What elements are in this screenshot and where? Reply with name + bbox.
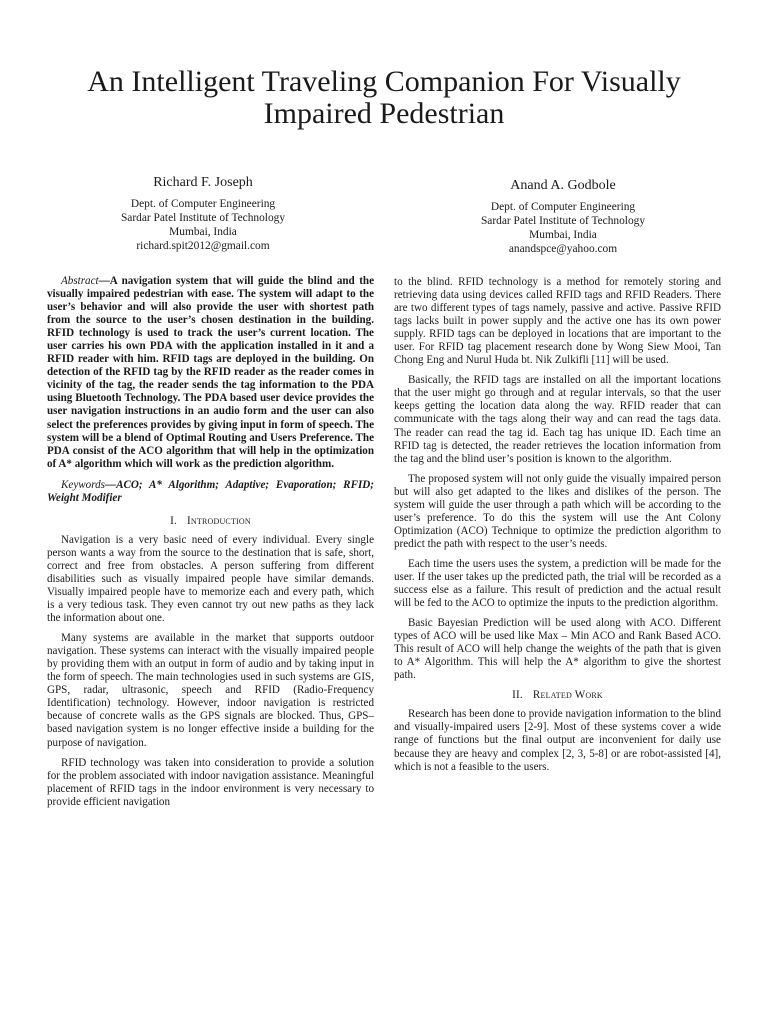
abstract-lead: Abstract bbox=[61, 275, 99, 287]
author-city: Mumbai, India bbox=[169, 226, 237, 238]
author-name: Anand A. Godbole bbox=[510, 178, 616, 193]
author-email: anandspce@yahoo.com bbox=[508, 243, 618, 255]
abstract-text: —A navigation system that will guide the blind and the visually impaired pedestrian with ease. The system will adapt to the user’s behavior and will also provide the user with shortest path from the source to the user’s chosen destination in the building. RFID technology is used to track the user’s current location. The user carries his own PDA with the application installed in it and a RFID reader with him. RFID tags are deployed in the building. On detection of the RFID tag by the RFID reader as the reader comes in vicinity of the tag, the reader sends the tag information to the PDA using Bluetooth Technology. The PDA based user device provides the user navigation instructions in an audio form and the user can also select the preferences provides by giving input in form of speech. The system will be a blend of Optimal Routing and Users Preference. The PDA consist of the ACO algorithm that will help in the optimization of A* algorithm which will work as the prediction algorithm. bbox=[47, 275, 374, 470]
author-institute: Sardar Patel Institute of Technology bbox=[120, 212, 286, 224]
body-paragraph: Basic Bayesian Prediction will be used along with ACO. Different types of ACO will be used like Max – Min ACO and Rank Based ACO. This result of ACO will help change the weights of the path that is given to A* Algorithm. This will help the A* algorithm to give the shortest path. bbox=[394, 617, 721, 682]
author-email: richard.spit2012@gmail.com bbox=[136, 240, 270, 252]
section-number: II. bbox=[512, 689, 523, 702]
author-institute: Sardar Patel Institute of Technology bbox=[480, 215, 646, 227]
paper-title: An Intelligent Traveling Companion For Visually Impaired Pedestrian bbox=[87, 65, 681, 130]
author-block-2 bbox=[438, 177, 688, 256]
keywords-lead: Keywords bbox=[61, 478, 105, 491]
body-paragraph: RFID technology was taken into consideration to provide a solution for the problem associated with indoor navigation assistance. Meaningful placement of RFID tags in the indoor environment is very necessary to provide efficient navigation bbox=[47, 756, 374, 808]
section-title: Introduction bbox=[187, 514, 251, 527]
body-paragraph: Each time the users uses the system, a prediction will be made for the user. If the user takes up the predicted path, the trial will be recorded as a success else as a failure. This result of prediction and the actual result will be fed to the ACO to optimize the inputs to the prediction algorithm. bbox=[394, 557, 721, 610]
body-paragraph: The proposed system will not only guide the visually impaired person but will also get adapted to the likes and dislikes of the person. The system will guide the user through a path which will be according to the user’s preference. To do this the system will use the Ant Colony Optimization (ACO) Technique to optimize the prediction algorithm to predict the path with respect to the user’s needs. bbox=[394, 472, 721, 550]
left-column bbox=[47, 275, 374, 816]
body-paragraph: Many systems are available in the market that supports outdoor navigation. These systems can interact with the visually impaired people by providing them with an output in form of audio and by taking input in the form of speech. The main technologies used in such systems are GIS, GPS, radar, ultrasonic, speech and RFID (Radio-Frequency Identification) technology. However, indoor navigation is restricted because of concrete walls as the GPS signals are blocked. Thus, GPS–based navigation system is no longer effective inside a building for the purpose of navigation. bbox=[47, 632, 374, 749]
author-dept: Dept. of Computer Engineering bbox=[130, 198, 276, 210]
section-number: I. bbox=[170, 514, 177, 527]
body-paragraph: Research has been done to provide navigation information to the blind and visually-impaired users [2-9]. Most of these systems cover a wide range of functions but the final output are inconvenient for daily use because they are heavy and complex [2, 3, 5-8] or are robot-assisted [4], which is not a feasible to the users. bbox=[394, 708, 721, 773]
abstract-paragraph bbox=[47, 275, 374, 471]
author-dept: Dept. of Computer Engineering bbox=[490, 201, 636, 213]
section-heading-related-work bbox=[394, 689, 721, 702]
author-block-1 bbox=[78, 174, 328, 253]
section-heading-introduction bbox=[47, 515, 374, 528]
section-title: Related Work bbox=[532, 689, 603, 702]
body-paragraph: Basically, the RFID tags are installed on all the important locations that the user might go through and at regular intervals, so that the user keeps getting the location data along the way. RFID reader that can communicate with the tags along their way and can read the tags data. The reader can read the tag id. Each tag has unique ID. Each time an RFID tag is detected, the reader retrieves the location information from the tag and the blind user’s position is known to the algorithm. bbox=[394, 374, 721, 465]
body-paragraph: Navigation is a very basic need of every individual. Every single person wants a way from the source to the destination that is safe, short, correct and free from obstacles. A person suffering from different disabilities such as visually impaired people have similar demands. Visually impaired people have to memorize each and every path, which is a very tedious task. They even cannot try out new paths as they lack the information about one. bbox=[47, 533, 374, 625]
author-name: Richard F. Joseph bbox=[153, 175, 253, 190]
keywords-text: —ACO; A* Algorithm; Adaptive; Evaporation; RFID; Weight Modifier bbox=[47, 478, 374, 504]
right-column bbox=[394, 276, 721, 781]
keywords-paragraph bbox=[47, 479, 374, 505]
author-city: Mumbai, India bbox=[529, 229, 597, 241]
body-paragraph: to the blind. RFID technology is a method for remotely storing and retrieving data using devices called RFID tags and RFID Readers. There are two different types of tags namely, passive and active. Passive RFID tags lacks built in power supply and the active one has its own power supply. RFID tags can be deployed in locations that are important to the user. For RFID tag placement research done by Wong Siew Mooi, Tan Chong Eng and Nurul Huda bt. Nik Zulkifli [11] will be used. bbox=[394, 276, 721, 367]
